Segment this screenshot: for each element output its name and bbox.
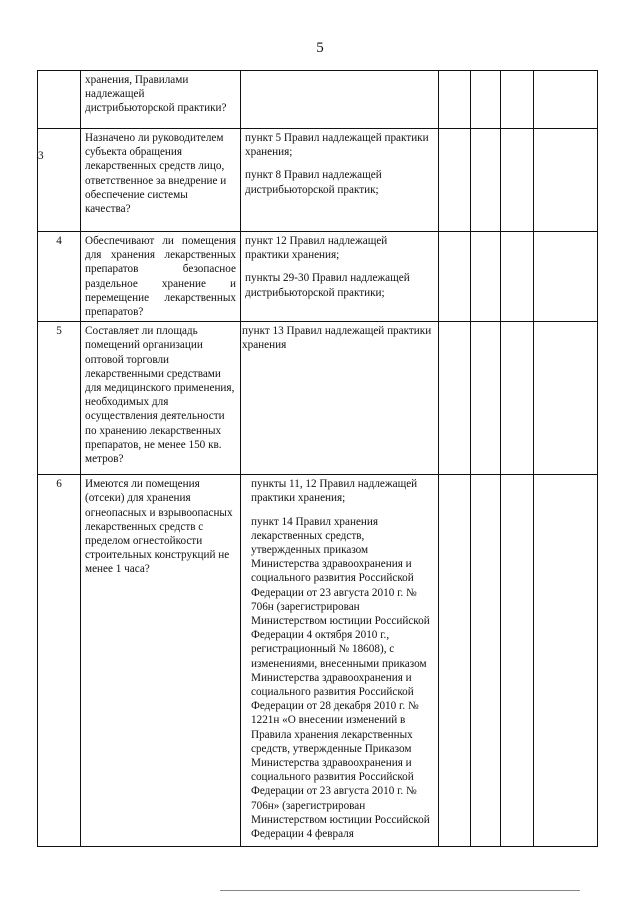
row-number-cell: 5 [38, 322, 81, 475]
notes-cell[interactable] [534, 129, 598, 232]
answer-cell-na[interactable] [501, 475, 534, 847]
row-number-cell: 6 [38, 475, 81, 847]
reference-cell [241, 129, 439, 232]
answer-cell-yes[interactable] [439, 129, 471, 232]
question-cell: хранения, Правилами надлежащей дистрибьюторской практики? [81, 71, 241, 129]
question-cell: Имеются ли помещения (отсеки) для хранения огнеопасных и взрывоопасных лекарственных средств с пределом огнестойкости строительных конструкций не менее 1 часа? [81, 475, 241, 847]
table-row [38, 71, 598, 129]
answer-cell-no[interactable] [471, 129, 501, 232]
inspection-checklist-table [37, 70, 598, 847]
question-cell: Составляет ли площадь помещений организации оптовой торговли лекарственными средствами для медицинского применения, необходимых для осуществления деятельности по хранению лекарственных препаратов, не менее 150 кв. метров? [81, 322, 241, 475]
reference-text: пункт 14 Правил хранения лекарственных средств, утвержденных приказом Министерства здравоохранения и социального развития Российской Федерации от 23 августа 2010 г. № 706н (зарегистрирован Министерством юстиции Российской Федерации 4 октября 2010 г., регистрационный № 18608), с изменениями, внесенными приказом Министерства здравоохранения и социального развития Российской Федерации от 28 декабря 2010 г. № 1221н «О внесении изменений в Правила хранения лекарственных средств, утвержденные Приказом Министерства здравоохранения и социального развития Российской Федерации от 23 августа 2010 г. № 706н» (зарегистрирован Министерством юстиции Российской Федерации 4 февраля [251, 515, 430, 841]
answer-cell-na[interactable] [501, 232, 534, 322]
reference-text: пункт 13 Правил надлежащей практики хранения [242, 325, 432, 352]
answer-cell-no[interactable] [471, 232, 501, 322]
answer-cell-yes[interactable] [439, 322, 471, 475]
notes-cell[interactable] [534, 475, 598, 847]
reference-cell [241, 475, 439, 847]
answer-cell-na[interactable] [501, 322, 534, 475]
reference-text: пункты 29-30 Правил надлежащей дистрибьюторской практики; [245, 272, 410, 299]
reference-text: пункты 11, 12 Правил надлежащей практики хранения; [251, 478, 418, 505]
answer-cell-yes[interactable] [439, 232, 471, 322]
row-number-cell: 3 [38, 129, 81, 232]
answer-cell-yes[interactable] [439, 475, 471, 847]
answer-cell-na[interactable] [501, 71, 534, 129]
table-row [38, 232, 598, 322]
table-row [38, 322, 598, 475]
question-cell: Обеспечивают ли помещения для хранения лекарственных препаратов безопасное раздельное хранение и перемещение лекарственных препаратов? [81, 232, 241, 322]
question-cell: Назначено ли руководителем субъекта обращения лекарственных средств лицо, ответственное за внедрение и обеспечение системы качества? [81, 129, 241, 232]
reference-text: пункт 12 Правил надлежащей практики хранения; [245, 235, 388, 262]
reference-text: пункт 5 Правил надлежащей практики хранения; [245, 132, 429, 159]
notes-cell[interactable] [534, 232, 598, 322]
reference-text: пункт 8 Правил надлежащей дистрибьюторской практик; [245, 169, 382, 196]
row-number-cell [38, 71, 81, 129]
answer-cell-na[interactable] [501, 129, 534, 232]
reference-cell [241, 71, 439, 129]
table-row [38, 129, 598, 232]
page-number: 5 [316, 40, 324, 56]
row-number-cell: 4 [38, 232, 81, 322]
notes-cell[interactable] [534, 322, 598, 475]
reference-cell [241, 232, 439, 322]
notes-cell[interactable] [534, 71, 598, 129]
answer-cell-yes[interactable] [439, 71, 471, 129]
answer-cell-no[interactable] [471, 322, 501, 475]
page-bottom-rule [220, 890, 580, 891]
answer-cell-no[interactable] [471, 71, 501, 129]
answer-cell-no[interactable] [471, 475, 501, 847]
table-row [38, 475, 598, 847]
reference-cell [241, 322, 439, 475]
